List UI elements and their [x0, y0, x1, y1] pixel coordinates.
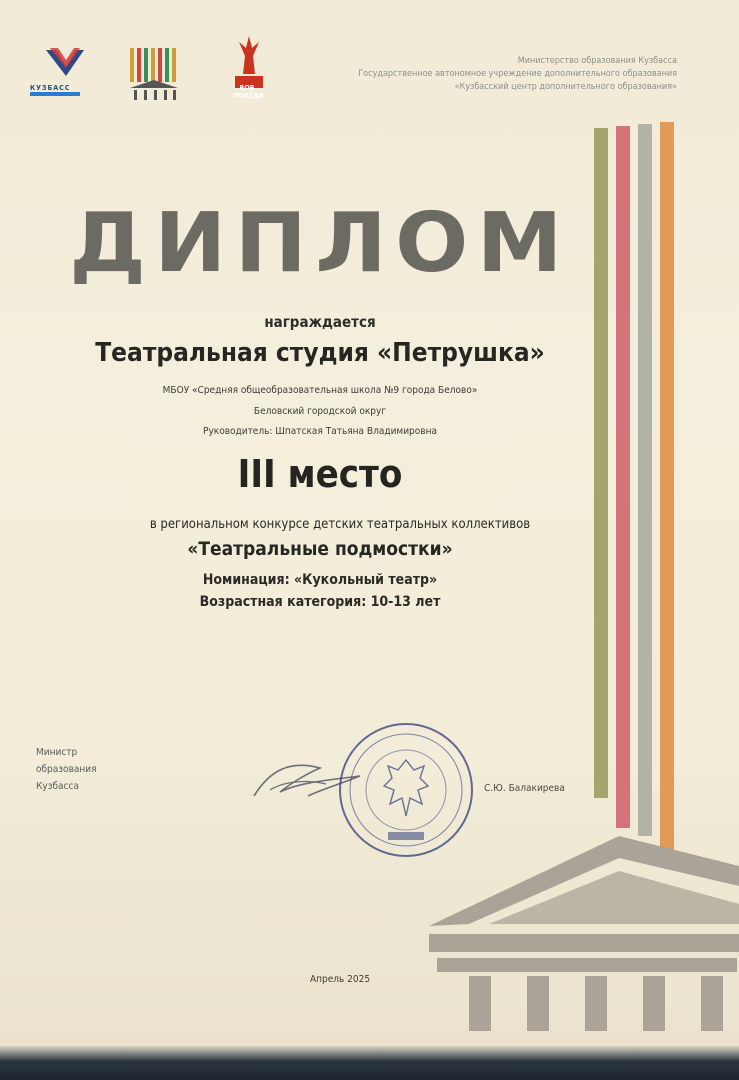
victory-logo-text-1: ВОВ — [239, 84, 255, 92]
stripe-orange — [660, 122, 674, 850]
official-stamp — [336, 720, 476, 860]
issue-date: Апрель 2025 — [309, 974, 371, 985]
age-category: Возрастная категория: 10-13 лет — [199, 594, 441, 610]
ministry-line-1: Министерство образования Кузбасса — [517, 56, 677, 66]
district-name: Беловский городской округ — [253, 406, 387, 417]
photo-bottom-edge — [0, 1046, 739, 1080]
minister-line-3: Кузбасса — [36, 781, 79, 792]
victory-logo-text — [233, 84, 264, 100]
school-name: МБОУ «Средняя общеобразовательная школа №9 города Белово» — [162, 385, 478, 396]
victory-logo-text-2: ПОБЕДА — [233, 92, 264, 100]
ministry-header — [297, 55, 677, 94]
minister-line-2: образования — [36, 764, 97, 775]
ministry-line-3: «Кузбасский центр дополнительного образования» — [454, 82, 677, 92]
contest-name: «Театральные подмостки» — [187, 538, 453, 560]
signer-name: С.Ю. Балакирева — [484, 783, 565, 794]
victory-logo — [229, 34, 269, 90]
contest-description: в региональном конкурсе детских театральных коллективов — [149, 517, 531, 532]
recipient-name: Театральная студия «Петрушка» — [95, 338, 545, 368]
kuzbass-logo-text: КУЗБАСС — [30, 84, 71, 92]
diploma-title: ДИПЛОМ — [69, 196, 571, 291]
minister-line-1: Министр — [36, 747, 78, 758]
culture-center-logo — [128, 44, 188, 104]
place-award: III место — [237, 452, 403, 496]
minister-title — [36, 744, 97, 795]
ministry-line-2: Государственное автономное учреждение дополнительного образования — [358, 69, 677, 79]
supervisor-name: Руководитель: Шпатская Татьяна Владимировна — [203, 426, 437, 437]
nomination: Номинация: «Кукольный театр» — [202, 572, 438, 588]
awarded-label: награждается — [264, 313, 376, 331]
